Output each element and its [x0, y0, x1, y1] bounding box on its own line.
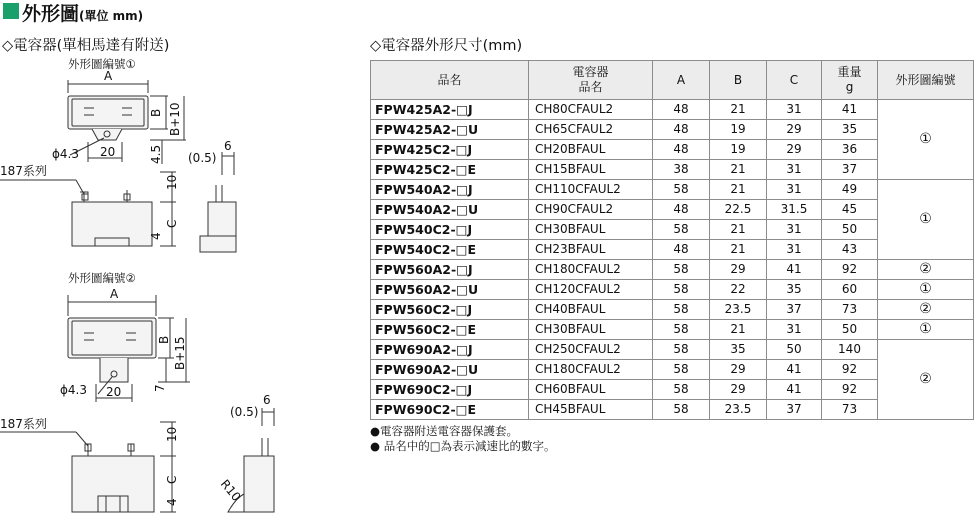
capacitor-cell: CH80CFAUL2 — [529, 100, 653, 120]
a-cell: 48 — [653, 240, 710, 260]
b-cell: 29 — [710, 260, 767, 280]
capacitor-dimension-table — [370, 60, 974, 420]
b-cell: 29 — [710, 380, 767, 400]
weight-cell: 60 — [822, 280, 878, 300]
figure-number-cell: ② — [878, 340, 974, 420]
weight-cell: 37 — [822, 160, 878, 180]
part-cell: FPW560C2-□J — [371, 300, 529, 320]
fig2-dim-20: 20 — [106, 385, 122, 399]
part-cell: FPW560A2-□U — [371, 280, 529, 300]
c-cell: 31 — [767, 100, 822, 120]
b-cell: 21 — [710, 160, 767, 180]
weight-cell: 92 — [822, 380, 878, 400]
figure-number-cell: ① — [878, 280, 974, 300]
fig1-dim-05: (0.5) — [188, 151, 217, 165]
c-cell: 35 — [767, 280, 822, 300]
b-cell: 23.5 — [710, 400, 767, 420]
table-row — [371, 100, 974, 120]
right-section-title: ◇電容器外形尺寸(mm) — [370, 38, 523, 54]
header-weight: 重量 g — [822, 61, 878, 100]
part-cell: FPW540C2-□E — [371, 240, 529, 260]
weight-cell: 41 — [822, 100, 878, 120]
fig2-dim-4: 4 — [165, 498, 179, 506]
a-cell: 58 — [653, 340, 710, 360]
a-cell: 58 — [653, 320, 710, 340]
capacitor-cell: CH110CFAUL2 — [529, 180, 653, 200]
weight-cell: 45 — [822, 200, 878, 220]
c-cell: 31 — [767, 240, 822, 260]
fig2-series-label: 187系列 — [0, 417, 47, 431]
capacitor-cell: CH250CFAUL2 — [529, 340, 653, 360]
weight-cell: 49 — [822, 180, 878, 200]
c-cell: 41 — [767, 360, 822, 380]
figure-number-cell: ① — [878, 100, 974, 180]
b-cell: 29 — [710, 360, 767, 380]
fig2-dim-10: 10 — [165, 426, 179, 442]
c-cell: 41 — [767, 380, 822, 400]
c-cell: 31 — [767, 160, 822, 180]
figure1-caption: 外形圖編號① — [68, 57, 136, 71]
header-capacitor: 電容器 品名 — [529, 61, 653, 100]
fig1-series-label: 187系列 — [0, 164, 47, 178]
weight-cell: 43 — [822, 240, 878, 260]
weight-cell: 92 — [822, 360, 878, 380]
note-protective-cover: ●電容器附送電容器保護套。 — [370, 424, 519, 438]
header-figure: 外形圖編號 — [878, 61, 974, 100]
capacitor-cell: CH15BFAUL — [529, 160, 653, 180]
capacitor-cell: CH90CFAUL2 — [529, 200, 653, 220]
b-cell: 19 — [710, 140, 767, 160]
b-cell: 21 — [710, 320, 767, 340]
fig1-dim-c: C — [165, 219, 179, 228]
capacitor-cell: CH180CFAUL2 — [529, 260, 653, 280]
b-cell: 23.5 — [710, 300, 767, 320]
c-cell: 41 — [767, 260, 822, 280]
c-cell: 37 — [767, 400, 822, 420]
c-cell: 31 — [767, 320, 822, 340]
b-cell: 21 — [710, 240, 767, 260]
b-cell: 21 — [710, 100, 767, 120]
fig1-dim-45: 4.5 — [149, 144, 163, 164]
fig2-dim-6: 6 — [263, 393, 271, 407]
a-cell: 58 — [653, 300, 710, 320]
part-cell: FPW690C2-□E — [371, 400, 529, 420]
part-cell: FPW425A2-□J — [371, 100, 529, 120]
c-cell: 50 — [767, 340, 822, 360]
figure-number-cell: ② — [878, 260, 974, 280]
capacitor-cell: CH120CFAUL2 — [529, 280, 653, 300]
b-cell: 21 — [710, 180, 767, 200]
b-cell: 22 — [710, 280, 767, 300]
part-cell: FPW425C2-□J — [371, 140, 529, 160]
a-cell: 58 — [653, 280, 710, 300]
capacitor-cell: CH23BFAUL — [529, 240, 653, 260]
part-cell: FPW425A2-□U — [371, 120, 529, 140]
b-cell: 22.5 — [710, 200, 767, 220]
fig1-dim-20: 20 — [100, 145, 116, 159]
table-row — [371, 280, 974, 300]
a-cell: 48 — [653, 120, 710, 140]
capacitor-cell: CH40BFAUL — [529, 300, 653, 320]
part-cell: FPW690A2-□J — [371, 340, 529, 360]
capacitor-cell: CH180CFAUL2 — [529, 360, 653, 380]
weight-cell: 36 — [822, 140, 878, 160]
part-cell: FPW690A2-□U — [371, 360, 529, 380]
fig2-dim-b15: B+15 — [173, 336, 187, 370]
table-row — [371, 320, 974, 340]
a-cell: 58 — [653, 220, 710, 240]
header-b: B — [710, 61, 767, 100]
a-cell: 48 — [653, 100, 710, 120]
c-cell: 31 — [767, 180, 822, 200]
fig2-dim-hole: ϕ4.3 — [60, 383, 87, 397]
part-cell: FPW560C2-□E — [371, 320, 529, 340]
weight-cell: 140 — [822, 340, 878, 360]
a-cell: 58 — [653, 260, 710, 280]
capacitor-cell: CH65CFAUL2 — [529, 120, 653, 140]
capacitor-cell: CH20BFAUL — [529, 140, 653, 160]
a-cell: 48 — [653, 200, 710, 220]
part-cell: FPW540A2-□J — [371, 180, 529, 200]
page-title: 外形圖(單位 mm) — [22, 3, 144, 25]
a-cell: 38 — [653, 160, 710, 180]
fig1-dim-6: 6 — [224, 139, 232, 153]
b-cell: 21 — [710, 220, 767, 240]
table-row — [371, 340, 974, 360]
a-cell: 58 — [653, 380, 710, 400]
table-row — [371, 300, 974, 320]
header-c: C — [767, 61, 822, 100]
table-row — [371, 180, 974, 200]
fig2-dim-r10: R10 — [217, 476, 244, 505]
capacitor-cell: CH60BFAUL — [529, 380, 653, 400]
a-cell: 58 — [653, 360, 710, 380]
c-cell: 37 — [767, 300, 822, 320]
capacitor-cell: CH45BFAUL — [529, 400, 653, 420]
fig2-dim-b: B — [157, 335, 171, 344]
weight-cell: 50 — [822, 220, 878, 240]
figure-number-cell: ① — [878, 320, 974, 340]
left-section-title: ◇電容器(單相馬達有附送) — [2, 38, 170, 54]
weight-cell: 35 — [822, 120, 878, 140]
c-cell: 31 — [767, 220, 822, 240]
fig1-dim-b: B — [149, 108, 163, 117]
part-cell: FPW540A2-□U — [371, 200, 529, 220]
part-cell: FPW425C2-□E — [371, 160, 529, 180]
weight-cell: 73 — [822, 400, 878, 420]
a-cell: 58 — [653, 180, 710, 200]
c-cell: 31.5 — [767, 200, 822, 220]
figure-number-cell: ② — [878, 300, 974, 320]
weight-cell: 50 — [822, 320, 878, 340]
fig2-dim-a: A — [110, 287, 119, 301]
a-cell: 48 — [653, 140, 710, 160]
capacitor-cell: CH30BFAUL — [529, 220, 653, 240]
part-cell: FPW540C2-□J — [371, 220, 529, 240]
header-a: A — [653, 61, 710, 100]
weight-cell: 73 — [822, 300, 878, 320]
part-cell: FPW560A2-□J — [371, 260, 529, 280]
capacitor-cell: CH30BFAUL — [529, 320, 653, 340]
figure2-caption: 外形圖編號② — [68, 271, 136, 285]
a-cell: 58 — [653, 400, 710, 420]
fig1-dim-b10: B+10 — [168, 102, 182, 136]
header-part: 品名 — [371, 61, 529, 100]
fig1-dim-10: 10 — [165, 174, 179, 190]
fig1-dim-hole: ϕ4.3 — [52, 147, 79, 161]
unit-label: (單位 mm) — [79, 9, 144, 23]
table-row — [371, 260, 974, 280]
b-cell: 19 — [710, 120, 767, 140]
fig1-dim-4: 4 — [149, 232, 163, 240]
c-cell: 29 — [767, 140, 822, 160]
figure-number-cell: ① — [878, 180, 974, 260]
c-cell: 29 — [767, 120, 822, 140]
fig2-dim-05: (0.5) — [230, 405, 259, 419]
capacitor-drawings — [0, 0, 370, 521]
part-cell: FPW690C2-□J — [371, 380, 529, 400]
fig2-dim-c: C — [165, 475, 179, 484]
weight-cell: 92 — [822, 260, 878, 280]
fig1-dim-a: A — [104, 69, 113, 83]
table-header-row — [371, 61, 974, 100]
b-cell: 35 — [710, 340, 767, 360]
fig2-dim-7: 7 — [153, 384, 167, 392]
note-ratio-symbol: ● 品名中的□為表示減速比的數字。 — [370, 439, 556, 453]
